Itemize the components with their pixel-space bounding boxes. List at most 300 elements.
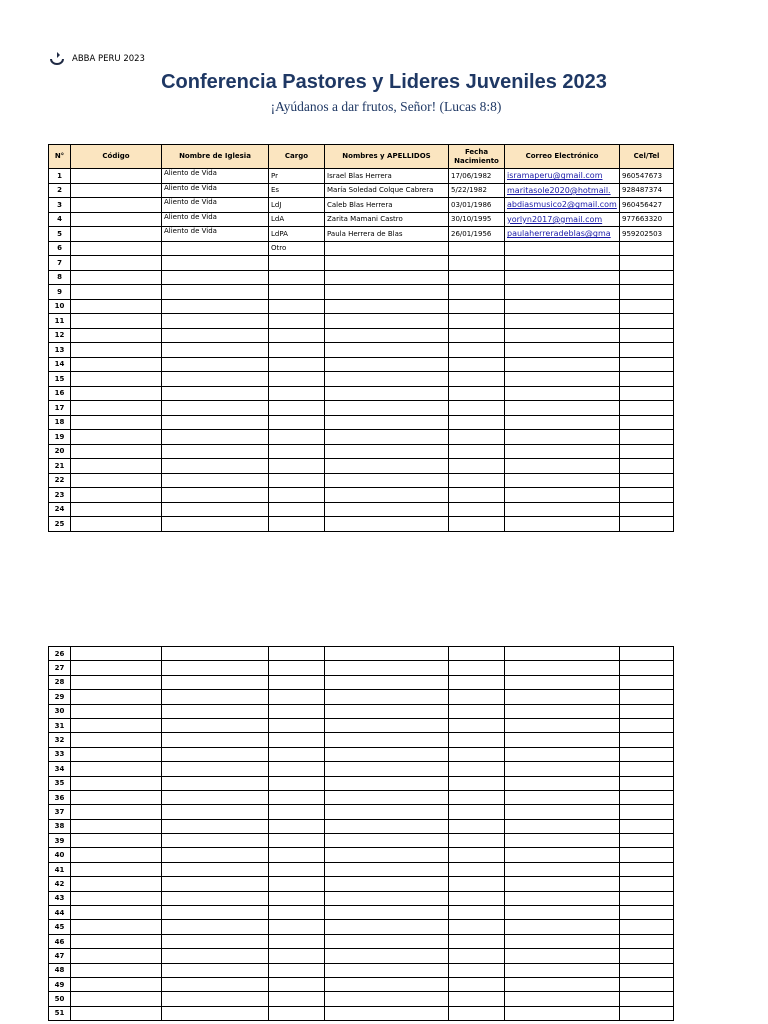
cell-correo[interactable]: maritasole2020@hotmail. <box>505 183 620 198</box>
cell-cargo <box>269 906 325 920</box>
cell-numero: 17 <box>49 401 71 416</box>
table-row <box>49 415 674 430</box>
cell-fecha <box>449 877 505 891</box>
cell-nombre <box>325 357 449 372</box>
cell-fecha <box>449 690 505 704</box>
cell-fecha <box>449 357 505 372</box>
cell-cel <box>620 357 674 372</box>
table-row <box>49 834 674 848</box>
cell-codigo <box>71 430 162 445</box>
cell-iglesia: Aliento de Vida <box>162 169 269 184</box>
cell-iglesia <box>162 675 269 689</box>
cell-cargo <box>269 372 325 387</box>
cell-numero: 51 <box>49 1006 71 1020</box>
cell-nombre <box>325 963 449 977</box>
cell-iglesia <box>162 299 269 314</box>
cell-numero: 47 <box>49 949 71 963</box>
cell-cargo <box>269 718 325 732</box>
cell-correo <box>505 862 620 876</box>
table-row <box>49 790 674 804</box>
cell-cel <box>620 920 674 934</box>
cell-cel: 959202503 <box>620 227 674 242</box>
cell-codigo <box>71 415 162 430</box>
cell-nombre <box>325 241 449 256</box>
cell-nombre <box>325 401 449 416</box>
cell-cargo <box>269 920 325 934</box>
cell-codigo <box>71 270 162 285</box>
cell-nombre <box>325 386 449 401</box>
cell-fecha <box>449 805 505 819</box>
cell-iglesia: Aliento de Vida <box>162 212 269 227</box>
table-row <box>49 517 674 532</box>
table-row <box>49 747 674 761</box>
cell-nombre <box>325 934 449 948</box>
cell-nombre <box>325 819 449 833</box>
table-row <box>49 862 674 876</box>
table-row <box>49 906 674 920</box>
cell-iglesia <box>162 862 269 876</box>
cell-correo <box>505 343 620 358</box>
cell-fecha <box>449 747 505 761</box>
cell-correo <box>505 977 620 991</box>
cell-numero: 36 <box>49 790 71 804</box>
cell-numero: 45 <box>49 920 71 934</box>
cell-iglesia <box>162 241 269 256</box>
cell-correo <box>505 906 620 920</box>
cell-fecha <box>449 415 505 430</box>
table-row <box>49 169 674 184</box>
col-header-iglesia: Nombre de Iglesia <box>162 145 269 169</box>
registration-table-continued <box>48 646 674 1021</box>
cell-nombre <box>325 1006 449 1020</box>
cell-nombre <box>325 328 449 343</box>
cell-iglesia <box>162 372 269 387</box>
cell-numero: 44 <box>49 906 71 920</box>
cell-codigo <box>71 776 162 790</box>
cell-nombre <box>325 906 449 920</box>
cell-nombre <box>325 920 449 934</box>
cell-iglesia: Aliento de Vida <box>162 198 269 213</box>
cell-numero: 27 <box>49 661 71 675</box>
cell-cargo <box>269 1006 325 1020</box>
cell-fecha <box>449 343 505 358</box>
cell-iglesia <box>162 444 269 459</box>
cell-numero: 39 <box>49 834 71 848</box>
cell-fecha <box>449 299 505 314</box>
table-row <box>49 357 674 372</box>
cell-iglesia <box>162 834 269 848</box>
cell-iglesia: Aliento de Vida <box>162 227 269 242</box>
cell-correo <box>505 805 620 819</box>
cell-cel <box>620 790 674 804</box>
cell-cel <box>620 343 674 358</box>
cell-nombre <box>325 848 449 862</box>
cell-cel <box>620 241 674 256</box>
cell-correo <box>505 877 620 891</box>
cell-codigo <box>71 790 162 804</box>
cell-numero: 3 <box>49 198 71 213</box>
table-row <box>49 183 674 198</box>
cell-nombre <box>325 992 449 1006</box>
cell-codigo <box>71 372 162 387</box>
cell-fecha <box>449 386 505 401</box>
cell-nombre <box>325 661 449 675</box>
cell-fecha <box>449 977 505 991</box>
cell-codigo <box>71 314 162 329</box>
cell-fecha <box>449 517 505 532</box>
cell-correo[interactable]: isramaperu@gmail.com <box>505 169 620 184</box>
cell-codigo <box>71 733 162 747</box>
table-row <box>49 270 674 285</box>
cell-codigo <box>71 169 162 184</box>
cell-fecha <box>449 675 505 689</box>
cell-fecha <box>449 430 505 445</box>
cell-cargo <box>269 343 325 358</box>
abba-logo-icon <box>48 51 66 67</box>
cell-cargo <box>269 459 325 474</box>
cell-nombre <box>325 473 449 488</box>
cell-correo[interactable]: paulaherreradeblas@gma <box>505 227 620 242</box>
cell-iglesia <box>162 459 269 474</box>
cell-fecha: 30/10/1995 <box>449 212 505 227</box>
cell-cel <box>620 270 674 285</box>
cell-cel <box>620 906 674 920</box>
cell-correo <box>505 949 620 963</box>
cell-cel <box>620 328 674 343</box>
cell-cargo: LdPA <box>269 227 325 242</box>
cell-fecha <box>449 718 505 732</box>
cell-fecha <box>449 949 505 963</box>
cell-codigo <box>71 198 162 213</box>
cell-correo <box>505 819 620 833</box>
cell-fecha <box>449 920 505 934</box>
registration-table <box>48 144 674 532</box>
cell-iglesia <box>162 704 269 718</box>
cell-iglesia <box>162 401 269 416</box>
cell-cel <box>620 488 674 503</box>
cell-nombre <box>325 502 449 517</box>
cell-correo <box>505 517 620 532</box>
page-subtitle: ¡Ayúdanos a dar frutos, Señor! (Lucas 8:8) <box>270 99 502 114</box>
cell-codigo <box>71 285 162 300</box>
cell-correo <box>505 372 620 387</box>
cell-nombre <box>325 256 449 271</box>
cell-iglesia <box>162 805 269 819</box>
cell-fecha <box>449 934 505 948</box>
cell-cargo <box>269 963 325 977</box>
cell-correo <box>505 790 620 804</box>
cell-nombre <box>325 704 449 718</box>
cell-codigo <box>71 256 162 271</box>
cell-nombre <box>325 459 449 474</box>
cell-nombre <box>325 675 449 689</box>
cell-cel <box>620 762 674 776</box>
cell-nombre <box>325 891 449 905</box>
cell-cel <box>620 430 674 445</box>
cell-iglesia <box>162 920 269 934</box>
cell-fecha <box>449 473 505 488</box>
cell-codigo <box>71 977 162 991</box>
cell-cel <box>620 314 674 329</box>
cell-numero: 11 <box>49 314 71 329</box>
cell-cel <box>620 862 674 876</box>
cell-numero: 6 <box>49 241 71 256</box>
cell-codigo <box>71 992 162 1006</box>
cell-correo <box>505 488 620 503</box>
cell-codigo <box>71 963 162 977</box>
cell-numero: 35 <box>49 776 71 790</box>
cell-codigo <box>71 473 162 488</box>
cell-cel <box>620 848 674 862</box>
cell-cargo <box>269 256 325 271</box>
cell-cel <box>620 675 674 689</box>
cell-iglesia <box>162 747 269 761</box>
cell-fecha <box>449 891 505 905</box>
cell-numero: 43 <box>49 891 71 905</box>
cell-correo[interactable]: abdiasmusico2@gmail.com <box>505 198 620 213</box>
cell-numero: 31 <box>49 718 71 732</box>
table-row <box>49 314 674 329</box>
cell-fecha <box>449 488 505 503</box>
cell-cel <box>620 690 674 704</box>
cell-iglesia <box>162 314 269 329</box>
cell-codigo <box>71 690 162 704</box>
cell-nombre <box>325 747 449 761</box>
col-header-cargo: Cargo <box>269 145 325 169</box>
cell-numero: 37 <box>49 805 71 819</box>
table-row <box>49 647 674 661</box>
cell-correo <box>505 386 620 401</box>
cell-numero: 9 <box>49 285 71 300</box>
cell-numero: 1 <box>49 169 71 184</box>
cell-fecha <box>449 459 505 474</box>
cell-codigo <box>71 488 162 503</box>
cell-cel <box>620 747 674 761</box>
cell-cel <box>620 372 674 387</box>
cell-nombre: Israel Blas Herrera <box>325 169 449 184</box>
cell-cargo <box>269 704 325 718</box>
cell-cel: 928487374 <box>620 183 674 198</box>
cell-numero: 33 <box>49 747 71 761</box>
cell-codigo <box>71 444 162 459</box>
cell-fecha <box>449 776 505 790</box>
cell-correo <box>505 299 620 314</box>
cell-cargo <box>269 805 325 819</box>
cell-cargo <box>269 270 325 285</box>
cell-cel: 977663320 <box>620 212 674 227</box>
table-row <box>49 704 674 718</box>
cell-nombre <box>325 314 449 329</box>
cell-cel <box>620 647 674 661</box>
cell-cargo: Es <box>269 183 325 198</box>
cell-correo <box>505 920 620 934</box>
cell-codigo <box>71 212 162 227</box>
table-row <box>49 690 674 704</box>
cell-codigo <box>71 891 162 905</box>
table-row <box>49 198 674 213</box>
cell-nombre <box>325 949 449 963</box>
cell-cargo <box>269 473 325 488</box>
cell-cel <box>620 805 674 819</box>
cell-numero: 2 <box>49 183 71 198</box>
cell-nombre: Caleb Blas Herrera <box>325 198 449 213</box>
cell-cel <box>620 1006 674 1020</box>
cell-fecha <box>449 256 505 271</box>
cell-fecha <box>449 704 505 718</box>
logo-text: ABBA PERU 2023 <box>72 54 145 64</box>
table-row <box>49 372 674 387</box>
cell-codigo <box>71 718 162 732</box>
cell-cel <box>620 256 674 271</box>
cell-fecha <box>449 444 505 459</box>
cell-numero: 34 <box>49 762 71 776</box>
cell-codigo <box>71 386 162 401</box>
cell-correo <box>505 690 620 704</box>
cell-nombre <box>325 517 449 532</box>
cell-fecha <box>449 834 505 848</box>
cell-cel <box>620 776 674 790</box>
cell-nombre <box>325 776 449 790</box>
cell-nombre <box>325 343 449 358</box>
cell-iglesia <box>162 517 269 532</box>
cell-fecha: 17/06/1982 <box>449 169 505 184</box>
cell-cel: 960456427 <box>620 198 674 213</box>
cell-cargo <box>269 834 325 848</box>
cell-nombre <box>325 690 449 704</box>
cell-numero: 15 <box>49 372 71 387</box>
table-row <box>49 776 674 790</box>
table-row <box>49 299 674 314</box>
cell-cargo <box>269 401 325 416</box>
cell-numero: 42 <box>49 877 71 891</box>
cell-codigo <box>71 227 162 242</box>
cell-iglesia <box>162 1006 269 1020</box>
cell-iglesia <box>162 718 269 732</box>
cell-nombre <box>325 285 449 300</box>
cell-correo <box>505 473 620 488</box>
cell-numero: 24 <box>49 502 71 517</box>
cell-nombre <box>325 415 449 430</box>
cell-cargo <box>269 415 325 430</box>
cell-correo <box>505 762 620 776</box>
table-row <box>49 343 674 358</box>
col-header-fecha: Fecha Nacimiento <box>449 145 505 169</box>
cell-codigo <box>71 183 162 198</box>
cell-cel <box>620 415 674 430</box>
cell-cargo <box>269 299 325 314</box>
cell-fecha <box>449 314 505 329</box>
cell-cel <box>620 444 674 459</box>
cell-iglesia <box>162 270 269 285</box>
cell-cel <box>620 299 674 314</box>
table-row <box>49 992 674 1006</box>
cell-fecha <box>449 992 505 1006</box>
cell-correo[interactable]: yorlyn2017@gmail.com <box>505 212 620 227</box>
cell-codigo <box>71 328 162 343</box>
cell-correo <box>505 934 620 948</box>
cell-numero: 25 <box>49 517 71 532</box>
table-row <box>49 473 674 488</box>
cell-iglesia <box>162 790 269 804</box>
cell-correo <box>505 963 620 977</box>
cell-fecha <box>449 647 505 661</box>
cell-numero: 13 <box>49 343 71 358</box>
table-row <box>49 718 674 732</box>
cell-fecha <box>449 790 505 804</box>
col-header-correo: Correo Electrónico <box>505 145 620 169</box>
cell-cel <box>620 704 674 718</box>
cell-numero: 22 <box>49 473 71 488</box>
cell-codigo <box>71 934 162 948</box>
cell-numero: 30 <box>49 704 71 718</box>
cell-codigo <box>71 747 162 761</box>
cell-iglesia <box>162 934 269 948</box>
table-row <box>49 963 674 977</box>
cell-numero: 4 <box>49 212 71 227</box>
cell-fecha <box>449 848 505 862</box>
table-row <box>49 934 674 948</box>
cell-codigo <box>71 401 162 416</box>
cell-numero: 38 <box>49 819 71 833</box>
cell-codigo <box>71 805 162 819</box>
table-row <box>49 401 674 416</box>
cell-cel <box>620 733 674 747</box>
cell-fecha <box>449 1006 505 1020</box>
table-row <box>49 733 674 747</box>
cell-nombre: Zarita Mamani Castro <box>325 212 449 227</box>
cell-nombre <box>325 372 449 387</box>
cell-iglesia <box>162 963 269 977</box>
cell-cargo <box>269 285 325 300</box>
cell-correo <box>505 314 620 329</box>
cell-cargo <box>269 733 325 747</box>
cell-numero: 26 <box>49 647 71 661</box>
cell-correo <box>505 647 620 661</box>
cell-iglesia <box>162 776 269 790</box>
cell-correo <box>505 704 620 718</box>
cell-iglesia <box>162 256 269 271</box>
cell-iglesia <box>162 949 269 963</box>
cell-cargo <box>269 502 325 517</box>
cell-cargo <box>269 517 325 532</box>
cell-fecha <box>449 502 505 517</box>
cell-nombre <box>325 733 449 747</box>
cell-numero: 16 <box>49 386 71 401</box>
cell-cel <box>620 891 674 905</box>
cell-cel <box>620 502 674 517</box>
cell-correo <box>505 992 620 1006</box>
col-header-nombres: Nombres y APELLIDOS <box>325 145 449 169</box>
cell-fecha <box>449 862 505 876</box>
cell-codigo <box>71 459 162 474</box>
cell-cargo: LdA <box>269 212 325 227</box>
cell-correo <box>505 430 620 445</box>
cell-nombre <box>325 762 449 776</box>
table-row <box>49 256 674 271</box>
cell-nombre <box>325 790 449 804</box>
table-row <box>49 848 674 862</box>
cell-cargo <box>269 328 325 343</box>
table-row <box>49 285 674 300</box>
cell-cel <box>620 401 674 416</box>
cell-cargo <box>269 661 325 675</box>
cell-numero: 40 <box>49 848 71 862</box>
cell-iglesia <box>162 502 269 517</box>
cell-correo <box>505 661 620 675</box>
col-header-numero: N° <box>49 145 71 169</box>
cell-fecha <box>449 328 505 343</box>
cell-fecha <box>449 906 505 920</box>
